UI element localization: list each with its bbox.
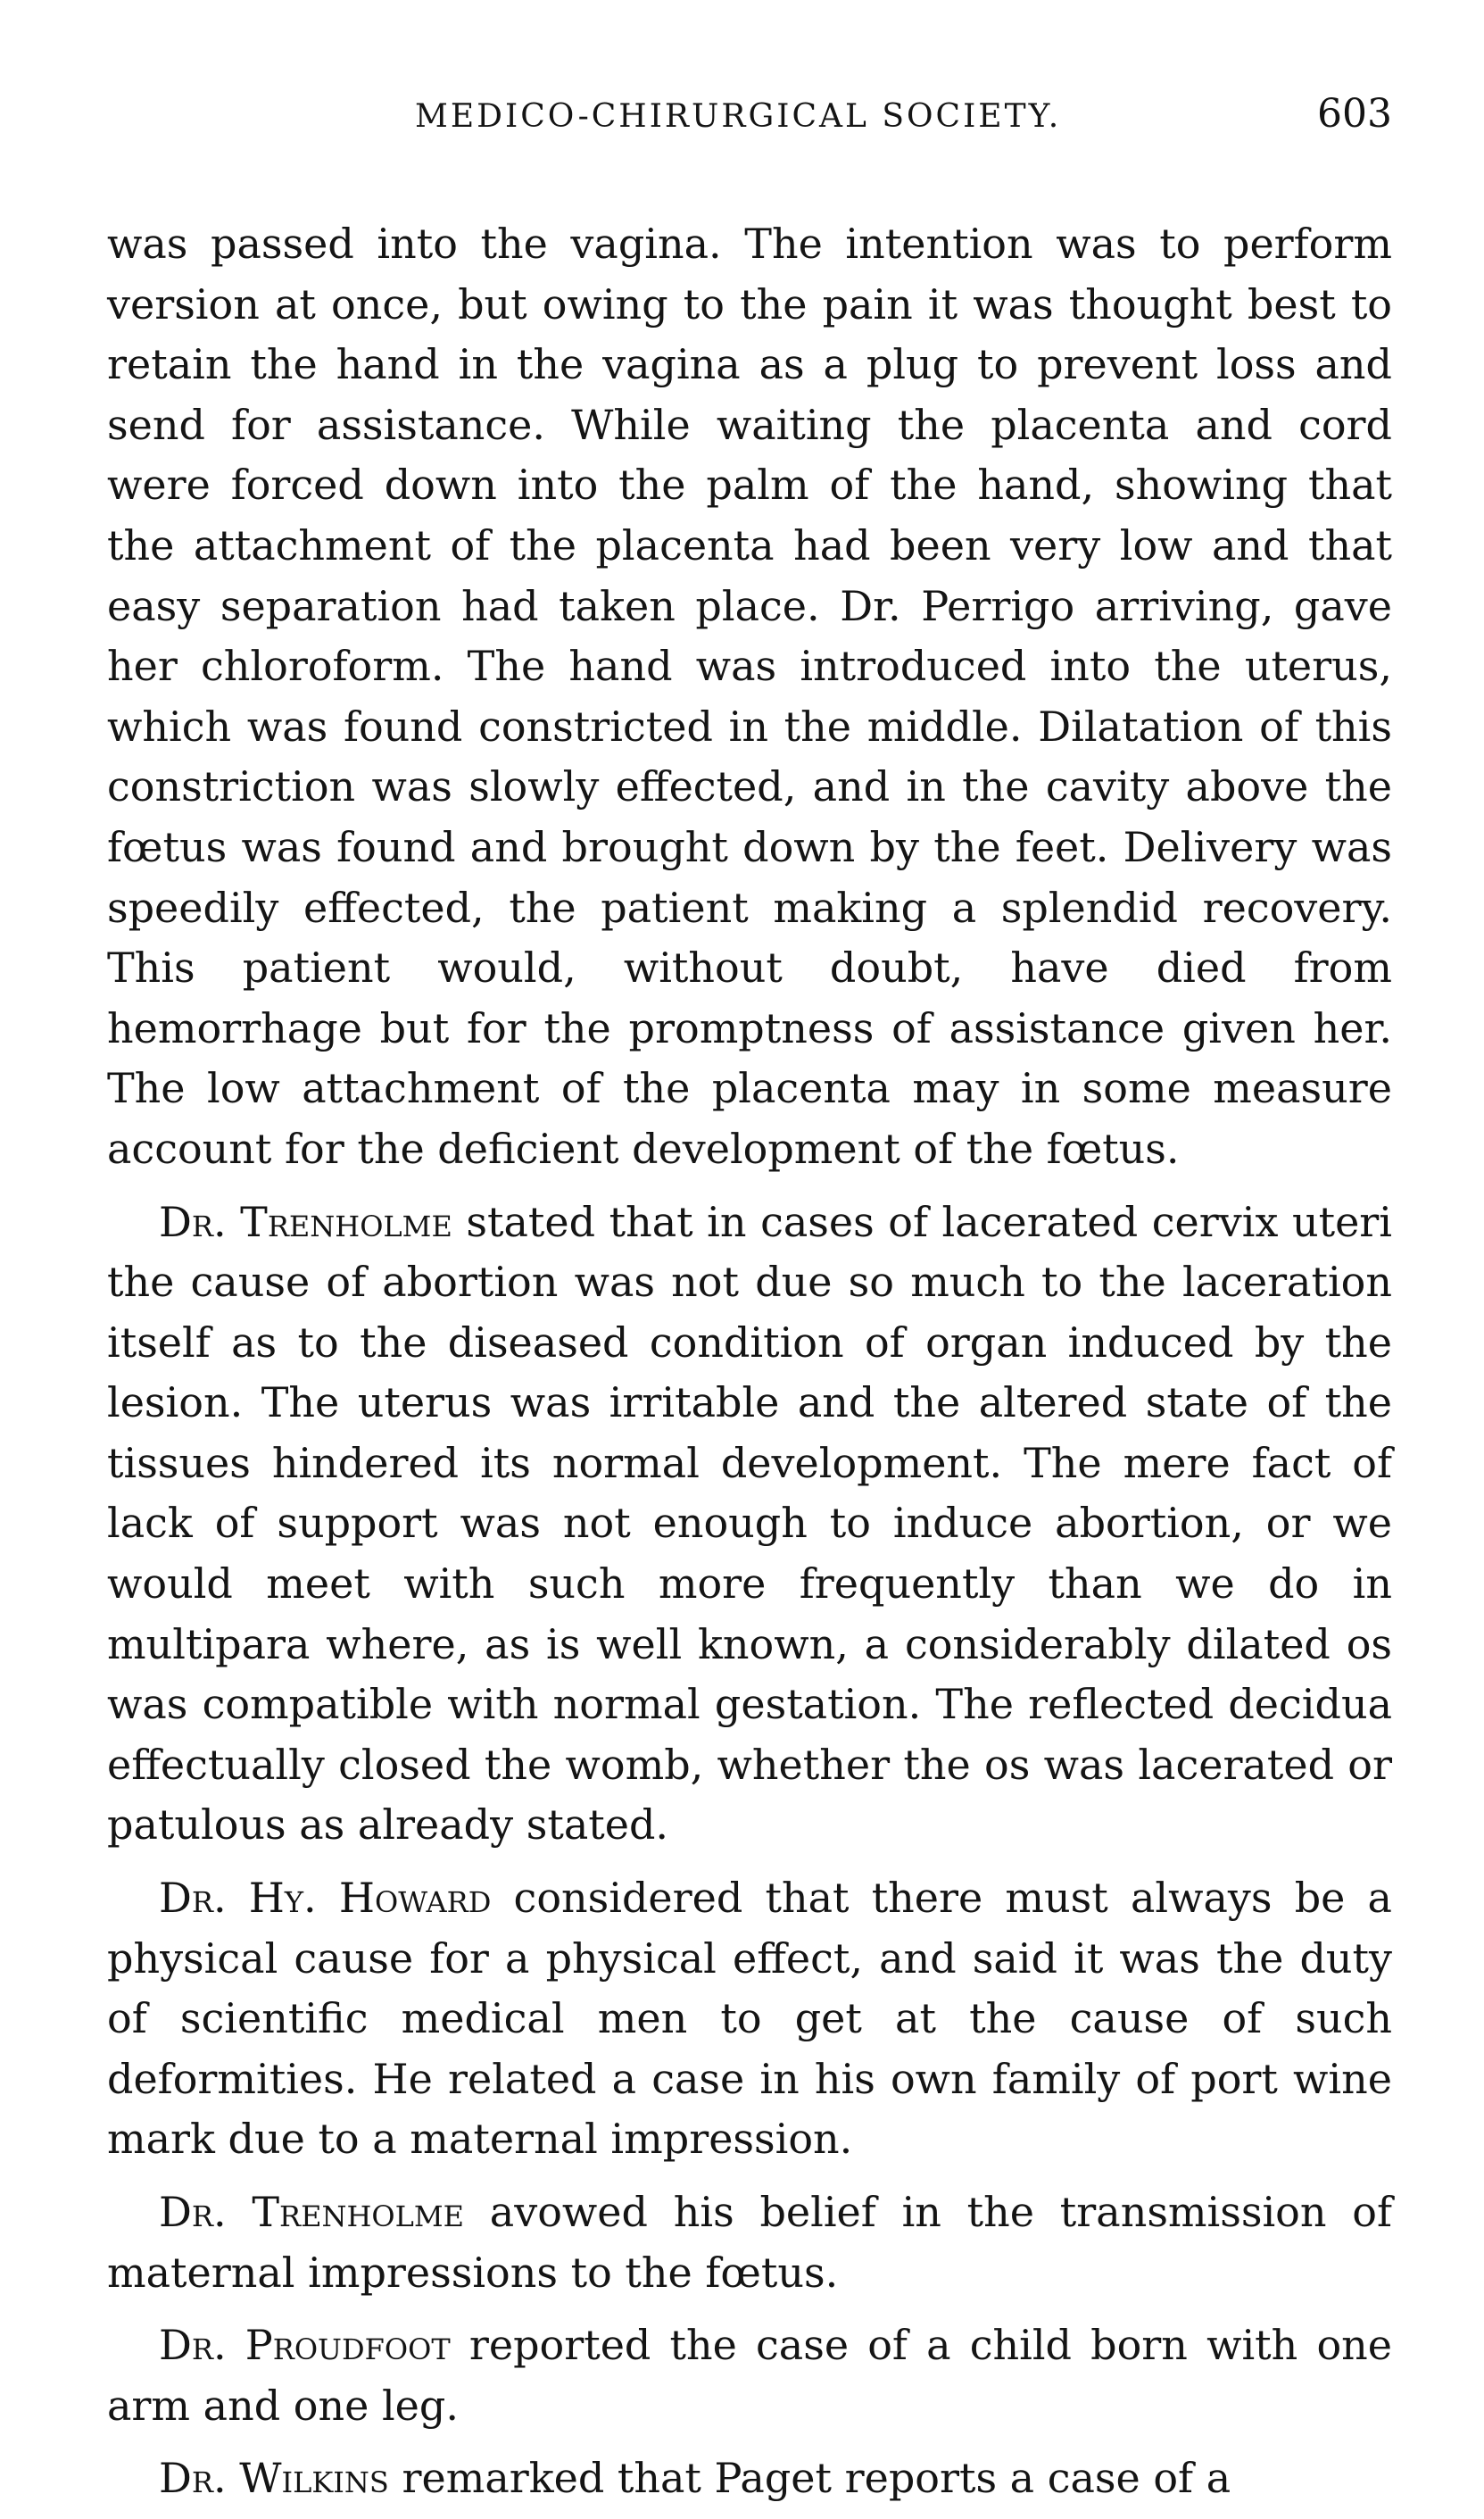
speaker-name: Dr. Proudfoot xyxy=(159,2321,451,2370)
document-page xyxy=(107,89,1392,2503)
running-head xyxy=(107,89,1392,152)
page-number: 603 xyxy=(1317,91,1392,137)
speaker-name: Dr. Wilkins xyxy=(159,2454,389,2503)
paragraph-proudfoot xyxy=(107,2315,1392,2436)
paragraph-wilkins xyxy=(107,2448,1392,2509)
paragraph-text: avowed his belief in the transmission of maternal impressions to the fœtus. xyxy=(107,2188,1392,2297)
speaker-name: Dr. Hy. Howard xyxy=(159,1874,492,1923)
paragraph-text: considered that there must always be a physical cause for a physical effect, and said it was the duty of scientific medical men to get at the cause of such deformities. He related a case in his own family of port wine mark due to a maternal impression. xyxy=(107,1874,1392,2164)
paragraph-text: stated that in cases of lacerated cervix uteri the cause of abortion was not due so much to the laceration itself as to the diseased condition of organ induced by the lesion. The uterus was irritable and the altered state of the tissues hindered its normal development. The mere fact of lack of support was not enough to induce abortion, or we would meet with such more frequently than we do in multipara where, as is well known, a considerably dilated os was compatible with normal gestation. The reflected decidua effectually closed the womb, whether the os was lacerated or patulous as already stated. xyxy=(107,1197,1392,1850)
paragraph-howard xyxy=(107,1868,1392,2170)
paragraph-text: was passed into the vagina. The intention was to perform version at once, but owing to the pain it was thought best to retain the hand in the vagina as a plug to prevent loss and send for assistance. While waiting the placenta and cord were forced down into the palm of the hand, showing that the attachment of the placenta had been very low and that easy separation had taken place. Dr. Perrigo arriving, gave her chloroform. The hand was introduced into the uterus, which was found constricted in the middle. Dilatation of this constriction was slowly effected, and in the cavity above the fœtus was found and brought down by the feet. Delivery was speedily effected, the patient making a splendid recovery. This patient would, without doubt, have died from hemorrhage but for the promptness of assistance given her. The low attachment of the placenta may in some measure account for the deficient development of the fœtus. xyxy=(107,220,1392,1173)
speaker-name: Dr. Trenholme xyxy=(159,2188,465,2236)
paragraph-continuation xyxy=(107,214,1392,1180)
running-title: MEDICO-CHIRURGICAL SOCIETY. xyxy=(415,98,1062,135)
speaker-name: Dr. Trenholme xyxy=(159,1197,452,1246)
paragraph-text: remarked that Paget reports a case of a xyxy=(388,2454,1231,2503)
body-text xyxy=(107,214,1392,2509)
paragraph-trenholme-2 xyxy=(107,2182,1392,2303)
paragraph-trenholme-1 xyxy=(107,1193,1392,1857)
paragraph-text: reported the case of a child born with one arm and one leg. xyxy=(107,2321,1392,2430)
